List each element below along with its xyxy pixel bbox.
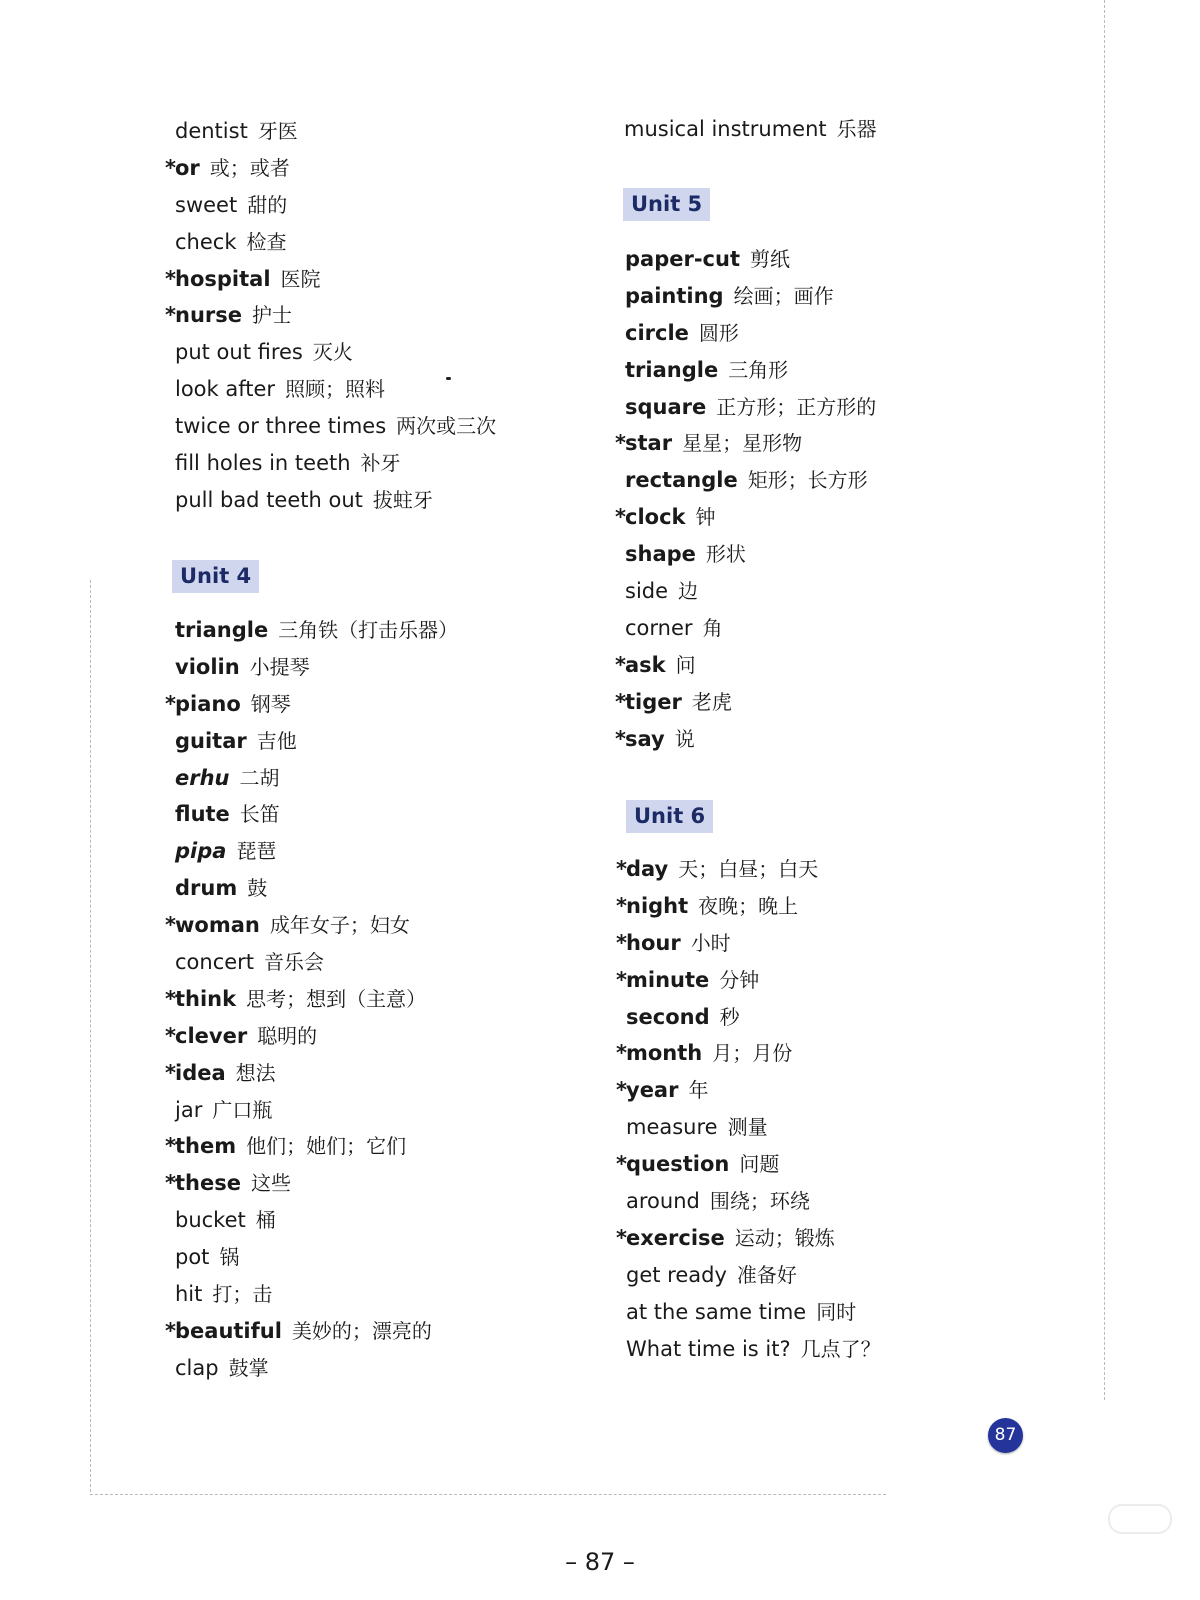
- vocab-meaning: 老虎: [691, 689, 732, 714]
- vocab-word: put out fires: [175, 340, 303, 365]
- vocab-word: exercise: [626, 1225, 725, 1250]
- key-word-star-marker: *: [615, 689, 626, 714]
- vocab-meaning: 几点了？: [800, 1336, 881, 1361]
- vocab-meaning: 护士: [252, 303, 292, 328]
- unit6-word-list: [616, 851, 881, 1367]
- vocab-entry: [175, 1276, 458, 1313]
- vocab-entry: [175, 612, 458, 649]
- vocab-word: paper-cut: [625, 247, 740, 271]
- vocab-word: pull bad teeth out: [175, 487, 363, 512]
- vocab-word: at the same time: [626, 1299, 807, 1324]
- vocab-entry: [625, 462, 876, 499]
- vocab-meaning: 音乐会: [264, 950, 325, 975]
- vocab-entry: [175, 224, 496, 261]
- vocab-meaning: 问: [675, 652, 696, 677]
- vocab-word: triangle: [175, 618, 269, 642]
- vocab-word: day: [626, 857, 669, 881]
- vocab-entry: [626, 1331, 881, 1368]
- key-word-star-marker: *: [165, 303, 176, 328]
- vocab-word: around: [626, 1189, 700, 1214]
- vocab-entry: [615, 499, 876, 536]
- vocab-word: hospital: [175, 266, 271, 291]
- watermark-logo: [1108, 1504, 1172, 1534]
- unit5-word-list: [615, 241, 877, 757]
- vocab-word: dentist: [175, 119, 248, 143]
- vocab-word: musical instrument: [624, 117, 827, 141]
- key-word-star-marker: *: [615, 652, 626, 677]
- vocab-meaning: 矩形；长方形: [747, 468, 868, 493]
- vocab-meaning: 补牙: [360, 451, 401, 476]
- vocab-word: rectangle: [625, 468, 738, 493]
- vocab-entry: [175, 334, 496, 371]
- vocab-entry: [625, 389, 876, 426]
- vocab-entry: [165, 981, 458, 1018]
- vocab-entry: [625, 352, 876, 389]
- vocab-meaning: 两次或三次: [396, 414, 497, 439]
- vocab-meaning: 小提琴: [249, 654, 310, 679]
- vocab-meaning: 准备好: [736, 1262, 797, 1287]
- vocab-word: ask: [625, 652, 666, 677]
- vocab-meaning: 问题: [739, 1152, 780, 1177]
- vocab-entry: [175, 649, 458, 686]
- vocab-entry: [626, 1109, 881, 1146]
- vocab-meaning: 测量: [727, 1115, 768, 1140]
- vocab-meaning: 乐器: [836, 117, 877, 141]
- vocab-entry: [175, 1092, 458, 1129]
- unit4-word-list: [165, 612, 459, 1387]
- vocab-word: night: [626, 893, 689, 918]
- vocab-meaning: 鼓掌: [228, 1355, 269, 1380]
- unit4-heading: Unit 4: [172, 560, 259, 593]
- vocab-word: think: [175, 986, 237, 1011]
- vocab-meaning: 月；月份: [712, 1041, 793, 1066]
- vocab-word: pipa: [175, 839, 227, 864]
- vocab-meaning: 天；白昼；白天: [678, 857, 819, 881]
- vocab-word: them: [175, 1134, 237, 1159]
- vocab-entry: [175, 870, 458, 907]
- vocab-meaning: 打；击: [212, 1282, 273, 1307]
- vocab-entry: [175, 482, 496, 519]
- vocab-meaning: 琵琶: [236, 839, 277, 864]
- page-number-badge: 87: [988, 1418, 1023, 1453]
- vocab-meaning: 长笛: [239, 802, 280, 827]
- vocab-entry: [175, 760, 458, 797]
- vocab-word: idea: [175, 1060, 226, 1085]
- vocab-meaning: 秒: [719, 1004, 740, 1029]
- unit6-heading: Unit 6: [626, 800, 713, 833]
- vocab-word: woman: [175, 913, 260, 938]
- vocab-meaning: 分钟: [719, 967, 760, 992]
- vocab-meaning: 三角铁（打击乐器）: [278, 618, 459, 642]
- vocab-entry: [175, 796, 458, 833]
- vocab-meaning: 美妙的；漂亮的: [291, 1318, 432, 1343]
- vocab-meaning: 圆形: [698, 320, 739, 345]
- vocab-meaning: 运动；锻炼: [734, 1225, 835, 1250]
- vocab-meaning: 夜晚；晚上: [698, 893, 799, 918]
- vocab-word: question: [626, 1152, 730, 1177]
- vocab-word: get ready: [626, 1262, 727, 1287]
- vocab-meaning: 锅: [219, 1245, 240, 1270]
- key-word-star-marker: *: [165, 266, 176, 291]
- vocab-meaning: 想法: [235, 1060, 276, 1085]
- vocab-meaning: 甜的: [247, 192, 288, 217]
- vocab-word: hit: [175, 1282, 203, 1307]
- key-word-star-marker: *: [165, 986, 176, 1011]
- vocab-word: year: [626, 1078, 679, 1103]
- key-word-star-marker: *: [616, 857, 627, 881]
- vocab-entry: [615, 684, 876, 721]
- vocab-word: circle: [625, 320, 689, 345]
- vocab-meaning: 灭火: [312, 340, 353, 365]
- vocab-word: drum: [175, 876, 238, 901]
- left-column-top: [165, 113, 497, 519]
- vocab-entry: [625, 278, 876, 315]
- key-word-star-marker: *: [165, 691, 176, 716]
- vocab-entry: [616, 1072, 881, 1109]
- vocab-meaning: 拔蛀牙: [372, 487, 433, 512]
- vocab-word: sweet: [175, 192, 238, 217]
- vocab-meaning: 年: [688, 1078, 709, 1103]
- vocab-entry: [625, 610, 876, 647]
- vocab-meaning: 聪明的: [257, 1023, 318, 1048]
- vocab-meaning: 形状: [705, 542, 746, 567]
- footer-page-number: – 87 –: [565, 1548, 635, 1576]
- vocab-word: pot: [175, 1245, 210, 1270]
- vocab-meaning: 牙医: [257, 119, 298, 143]
- vocab-meaning: 绘画；画作: [733, 283, 834, 308]
- vocab-meaning: 这些: [250, 1171, 291, 1196]
- vocab-word: these: [175, 1171, 241, 1196]
- vocab-entry: [175, 833, 458, 870]
- vocab-entry: [165, 150, 496, 187]
- key-word-star-marker: *: [616, 1152, 627, 1177]
- vocab-word: fill holes in teeth: [175, 451, 351, 476]
- key-word-star-marker: *: [616, 930, 627, 955]
- vocab-entry: [626, 999, 881, 1036]
- vocab-word: violin: [175, 654, 240, 679]
- vocab-entry: [165, 1055, 458, 1092]
- key-word-star-marker: *: [165, 1318, 176, 1343]
- vocab-entry: [616, 962, 881, 999]
- vocab-entry: [165, 1128, 458, 1165]
- vocab-word: concert: [175, 950, 255, 975]
- vocab-word: painting: [625, 283, 724, 308]
- vocab-meaning: 照顾；照料: [285, 377, 386, 402]
- vocab-entry: [165, 907, 458, 944]
- key-word-star-marker: *: [616, 1225, 627, 1250]
- key-word-star-marker: *: [615, 505, 626, 530]
- vocab-word: shape: [625, 542, 696, 567]
- vocab-word: clever: [175, 1023, 248, 1048]
- vocab-entry: [175, 723, 458, 760]
- key-word-star-marker: *: [616, 893, 627, 918]
- vocab-entry: [175, 1202, 458, 1239]
- vocab-meaning: 角: [702, 615, 723, 640]
- left-margin-dashed-line: [90, 580, 91, 1492]
- vocab-meaning: 或；或者: [209, 155, 290, 180]
- vocab-word: look after: [175, 377, 276, 402]
- vocab-meaning: 钢琴: [250, 691, 291, 716]
- vocab-entry: [165, 1018, 458, 1055]
- vocab-entry: [626, 1257, 881, 1294]
- vocab-entry: [626, 1183, 881, 1220]
- vocab-meaning: 剪纸: [750, 247, 790, 271]
- vocab-word: month: [626, 1041, 703, 1066]
- vocab-entry: [625, 573, 876, 610]
- vocab-entry: [616, 1220, 881, 1257]
- right-margin-dashed-line: [1104, 0, 1105, 1400]
- right-column-top: [624, 111, 877, 148]
- key-word-star-marker: *: [165, 1171, 176, 1196]
- vocab-entry: [615, 647, 876, 684]
- vocab-meaning: 他们；她们；它们: [246, 1134, 407, 1159]
- vocab-word: guitar: [175, 728, 247, 753]
- vocab-meaning: 思考；想到（主意）: [246, 986, 427, 1011]
- vocab-word: What time is it?: [626, 1336, 791, 1361]
- vocab-word: side: [625, 579, 669, 604]
- vocab-word: clap: [175, 1355, 219, 1380]
- vocab-word: flute: [175, 802, 230, 827]
- vocab-meaning: 三角形: [728, 357, 789, 382]
- vocab-word: or: [175, 155, 200, 180]
- vocab-entry: [175, 187, 496, 224]
- vocab-word: triangle: [625, 357, 719, 382]
- bottom-dashed-line: [90, 1494, 886, 1495]
- vocab-entry: [616, 925, 881, 962]
- vocab-meaning: 正方形；正方形的: [716, 394, 877, 419]
- key-word-star-marker: *: [615, 431, 626, 456]
- key-word-star-marker: *: [165, 913, 176, 938]
- vocab-word: measure: [626, 1115, 718, 1140]
- vocab-entry: [624, 111, 877, 148]
- vocab-word: second: [626, 1004, 710, 1029]
- vocab-entry: [616, 851, 881, 888]
- key-word-star-marker: *: [616, 1041, 627, 1066]
- key-word-star-marker: *: [616, 1078, 627, 1103]
- vocab-meaning: 星星；星形物: [682, 431, 803, 456]
- vocab-entry: [175, 445, 496, 482]
- vocab-meaning: 同时: [816, 1299, 857, 1324]
- vocab-entry: [616, 888, 881, 925]
- vocab-meaning: 说: [674, 726, 695, 751]
- vocab-entry: [175, 944, 458, 981]
- key-word-star-marker: *: [165, 1134, 176, 1159]
- key-word-star-marker: *: [165, 1060, 176, 1085]
- vocab-meaning: 成年女子；妇女: [269, 913, 410, 938]
- vocab-entry: [625, 241, 876, 278]
- vocab-entry: [165, 1313, 458, 1350]
- vocab-entry: [625, 536, 876, 573]
- vocab-word: hour: [626, 930, 681, 955]
- vocab-word: piano: [175, 691, 241, 716]
- vocab-word: minute: [626, 967, 710, 992]
- vocab-entry: [175, 113, 496, 150]
- vocab-entry: [165, 1165, 458, 1202]
- vocab-word: clock: [625, 505, 686, 530]
- vocab-entry: [175, 1350, 458, 1387]
- vocab-entry: [165, 297, 496, 334]
- key-word-star-marker: *: [616, 967, 627, 992]
- vocab-entry: [615, 721, 876, 758]
- vocab-meaning: 小时: [690, 930, 731, 955]
- vocab-meaning: 医院: [280, 266, 321, 291]
- key-word-star-marker: *: [615, 726, 626, 751]
- vocab-word: tiger: [625, 689, 682, 714]
- vocab-entry: [165, 261, 496, 298]
- vocab-entry: [165, 686, 458, 723]
- vocab-entry: [615, 425, 876, 462]
- vocab-meaning: 吉他: [256, 728, 297, 753]
- vocab-meaning: 鼓: [247, 876, 268, 901]
- vocab-word: check: [175, 229, 237, 254]
- vocab-entry: [175, 371, 496, 408]
- vocab-entry: [625, 315, 876, 352]
- key-word-star-marker: *: [165, 1023, 176, 1048]
- vocab-entry: [175, 408, 496, 445]
- vocab-entry: [616, 1035, 881, 1072]
- vocab-word: corner: [625, 615, 693, 640]
- vocab-word: nurse: [175, 303, 242, 328]
- vocab-meaning: 桶: [255, 1208, 276, 1233]
- unit5-heading: Unit 5: [623, 188, 710, 221]
- vocab-word: square: [625, 394, 707, 419]
- vocab-meaning: 检查: [246, 229, 287, 254]
- vocab-word: twice or three times: [175, 414, 387, 439]
- vocab-entry: [626, 1294, 881, 1331]
- vocab-meaning: 边: [678, 579, 699, 604]
- vocab-word: bucket: [175, 1208, 246, 1233]
- vocab-meaning: 钟: [695, 505, 716, 530]
- vocab-meaning: 围绕；环绕: [709, 1189, 810, 1214]
- vocab-entry: [616, 1146, 881, 1183]
- key-word-star-marker: *: [165, 155, 176, 180]
- vocab-entry: [175, 1239, 458, 1276]
- vocab-meaning: 二胡: [239, 765, 280, 790]
- vocab-word: star: [625, 431, 673, 456]
- vocab-word: say: [625, 726, 665, 751]
- vocab-word: beautiful: [175, 1318, 282, 1343]
- vocab-word: jar: [175, 1097, 203, 1122]
- vocab-word: erhu: [175, 765, 230, 790]
- vocab-meaning: 广口瓶: [212, 1097, 273, 1122]
